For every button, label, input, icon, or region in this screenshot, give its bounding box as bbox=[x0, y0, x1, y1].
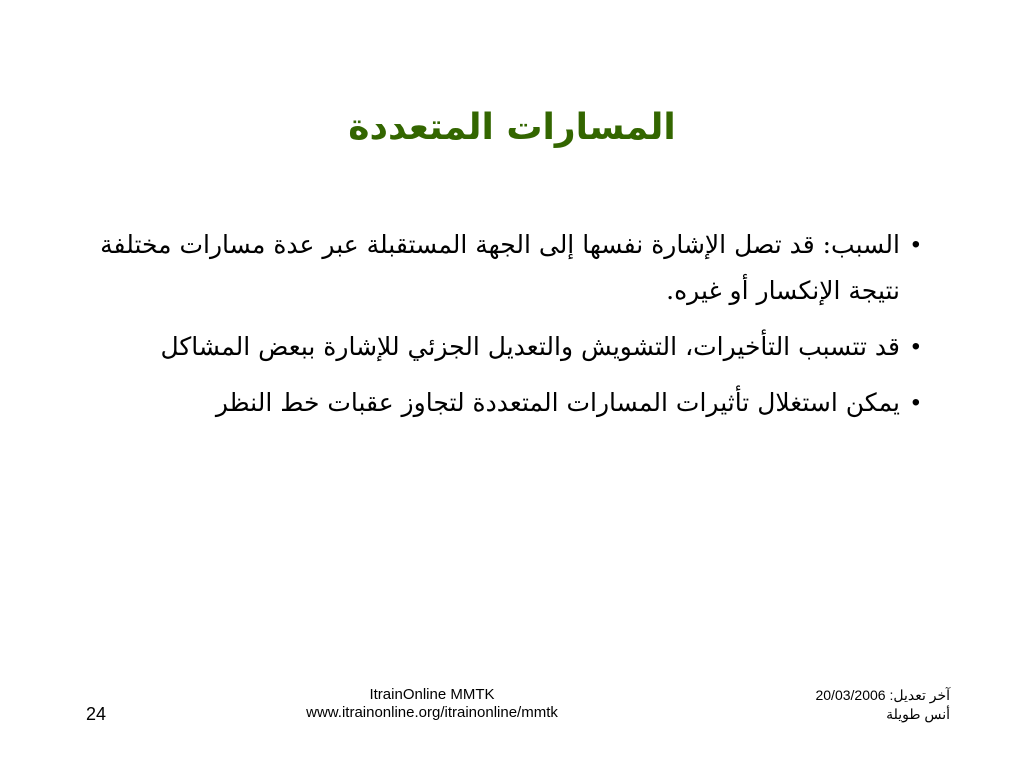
page-number: 24 bbox=[86, 704, 107, 724]
slide-title: المسارات المتعددة bbox=[348, 107, 676, 148]
bullet-item bbox=[100, 380, 920, 426]
bullet-list bbox=[100, 222, 920, 436]
bullet-item bbox=[100, 324, 920, 370]
bullet-dot: • bbox=[911, 333, 920, 360]
bullet-text: يمكن استغلال تأثيرات المسارات المتعددة لتجاوز عقبات خط النظر bbox=[215, 388, 900, 417]
footer-source bbox=[232, 686, 632, 722]
bullet-dot: • bbox=[911, 231, 920, 258]
bullet-item bbox=[100, 222, 920, 314]
footer-org: ItrainOnline MMTK bbox=[369, 686, 495, 703]
bullet-text: قد تتسبب التأخيرات، التشويش والتعديل الجزئي للإشارة ببعض المشاكل bbox=[160, 332, 900, 361]
bullet-dot: • bbox=[911, 389, 920, 416]
footer-meta bbox=[726, 686, 950, 724]
footer-modified: آخر تعديل: 20/03/2006 bbox=[815, 687, 950, 703]
footer-url: www.itrainonline.org/itrainonline/mmtk bbox=[306, 704, 558, 721]
bullet-text: السبب: قد تصل الإشارة نفسها إلى الجهة المستقبلة عبر عدة مسارات مختلفة نتيجة الإنكسار أو غيره. bbox=[100, 230, 900, 305]
footer-author: أنس طويلة bbox=[886, 706, 950, 722]
